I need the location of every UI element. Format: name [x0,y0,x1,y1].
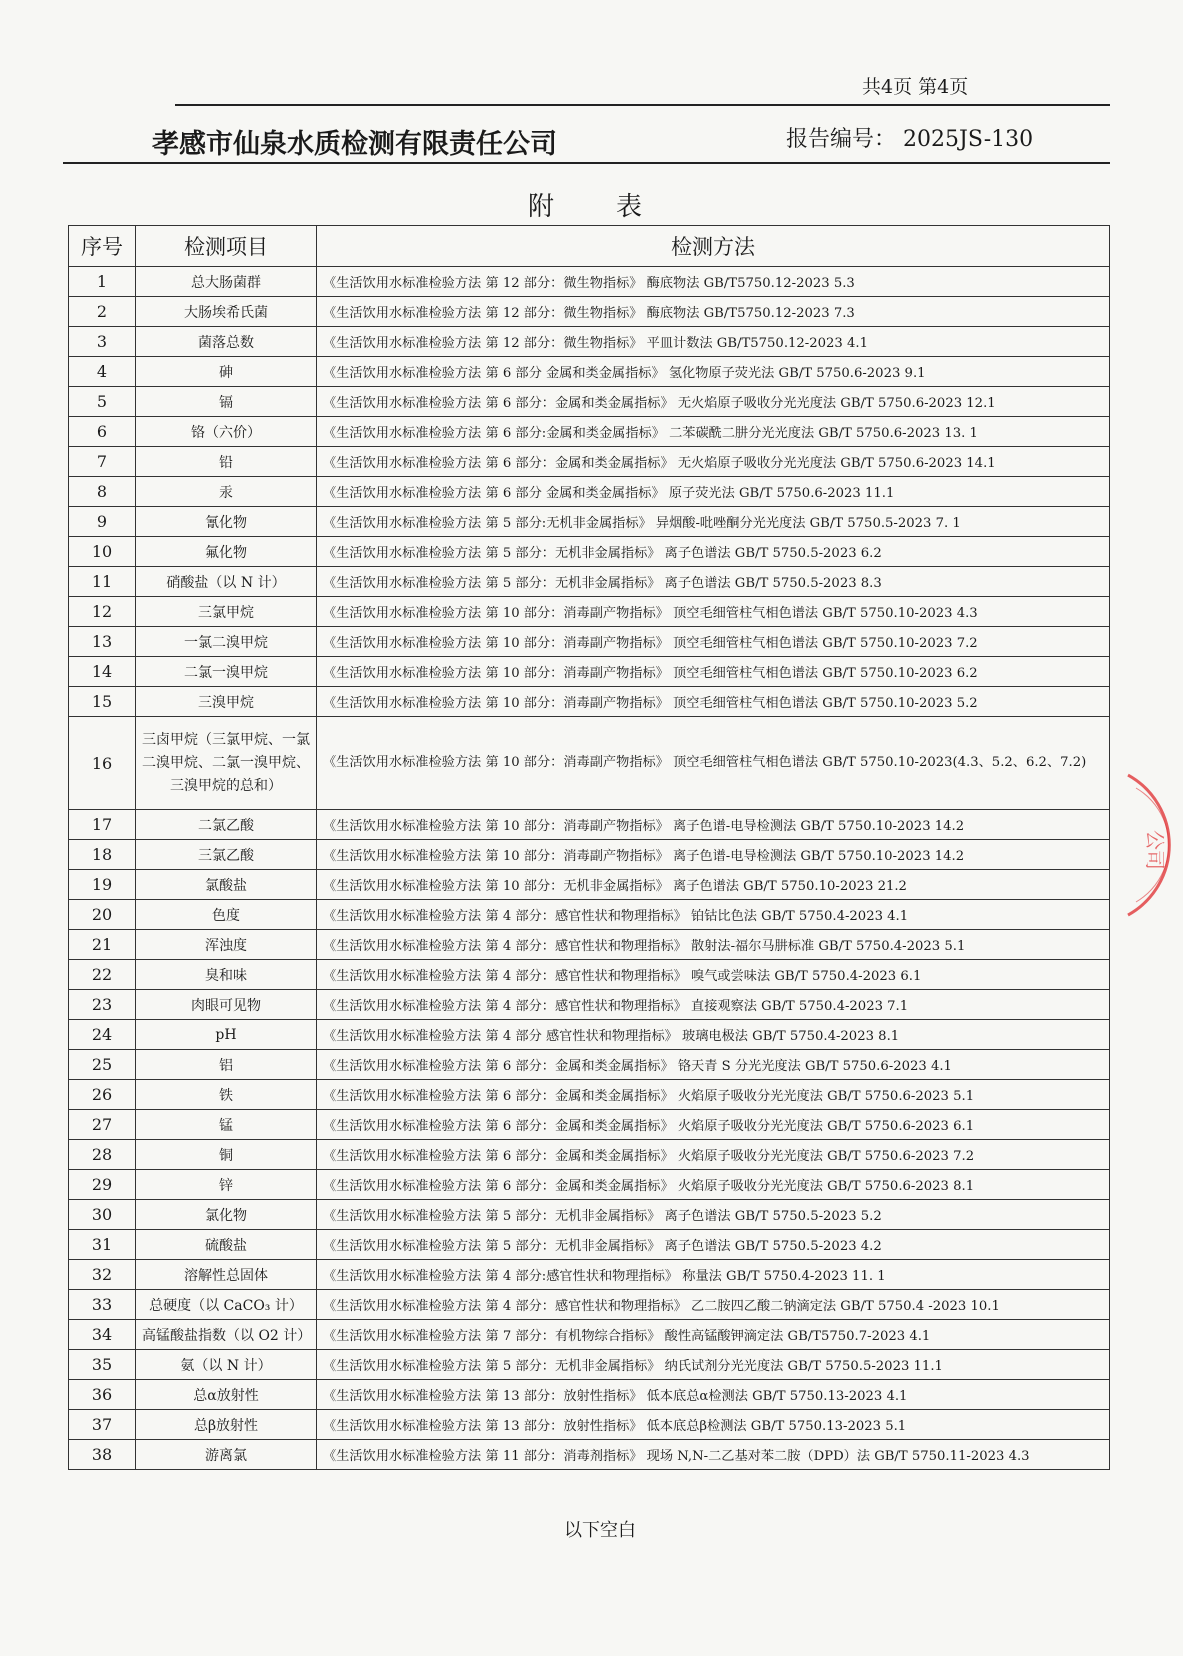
test-item: 镉 [136,387,317,417]
row-number: 32 [69,1260,136,1290]
table-row [69,717,1110,810]
seal-stamp [1098,770,1183,920]
test-item: 三氯甲烷 [136,597,317,627]
test-method: 《生活饮用水标准检验方法 第 6 部分：金属和类金属指标》 火焰原子吸收分光光度法 GB/T 5750.6-2023 5.1 [317,1080,1110,1110]
table-header [69,226,1110,267]
row-number: 28 [69,1140,136,1170]
table-row [69,297,1110,327]
table-row [69,477,1110,507]
test-item: 肉眼可见物 [136,990,317,1020]
test-method: 《生活饮用水标准检验方法 第 6 部分 金属和类金属指标》 氢化物原子荧光法 GB/T 5750.6-2023 9.1 [317,357,1110,387]
row-number: 38 [69,1440,136,1470]
test-item: 三氯乙酸 [136,840,317,870]
test-item: pH [136,1020,317,1050]
table-row [69,657,1110,687]
test-item: 二氯乙酸 [136,810,317,840]
test-item: 游离氯 [136,1440,317,1470]
test-item: 总大肠菌群 [136,267,317,297]
test-method: 《生活饮用水标准检验方法 第 10 部分：消毒副产物指标》 顶空毛细管柱气相色谱法 GB/T 5750.10-2023 4.3 [317,597,1110,627]
row-number: 24 [69,1020,136,1050]
test-method: 《生活饮用水标准检验方法 第 5 部分：无机非金属指标》 离子色谱法 GB/T 5750.5-2023 6.2 [317,537,1110,567]
table-row [69,507,1110,537]
test-method: 《生活饮用水标准检验方法 第 10 部分：消毒副产物指标》 顶空毛细管柱气相色谱法 GB/T 5750.10-2023 6.2 [317,657,1110,687]
table-row [69,1320,1110,1350]
test-method: 《生活饮用水标准检验方法 第 10 部分：消毒副产物指标》 顶空毛细管柱气相色谱法 GB/T 5750.10-2023(4.3、5.2、6.2、7.2) [317,717,1110,810]
test-item: 硝酸盐（以 N 计） [136,567,317,597]
test-method: 《生活饮用水标准检验方法 第 5 部分：无机非金属指标》 离子色谱法 GB/T 5750.5-2023 5.2 [317,1200,1110,1230]
test-item: 一氯二溴甲烷 [136,627,317,657]
table-row [69,1350,1110,1380]
table-row [69,687,1110,717]
row-number: 22 [69,960,136,990]
test-item: 总β放射性 [136,1410,317,1440]
test-method: 《生活饮用水标准检验方法 第 6 部分：金属和类金属指标》 铬天青 S 分光光度法 GB/T 5750.6-2023 4.1 [317,1050,1110,1080]
report-number [786,122,1033,153]
divider [175,104,1110,106]
row-number: 18 [69,840,136,870]
test-method: 《生活饮用水标准检验方法 第 6 部分：金属和类金属指标》 火焰原子吸收分光光度法 GB/T 5750.6-2023 6.1 [317,1110,1110,1140]
row-number: 14 [69,657,136,687]
test-method: 《生活饮用水标准检验方法 第 5 部分：无机非金属指标》 离子色谱法 GB/T 5750.5-2023 8.3 [317,567,1110,597]
table-row [69,417,1110,447]
report-number-label: 报告编号： [786,127,897,152]
row-number: 1 [69,267,136,297]
test-method: 《生活饮用水标准检验方法 第 6 部分：金属和类金属指标》 火焰原子吸收分光光度法 GB/T 5750.6-2023 7.2 [317,1140,1110,1170]
table-row [69,900,1110,930]
table-row [69,1380,1110,1410]
test-item: 二氯一溴甲烷 [136,657,317,687]
table-row [69,1020,1110,1050]
table-row [69,1200,1110,1230]
table-row [69,567,1110,597]
test-method: 《生活饮用水标准检验方法 第 4 部分：感官性状和物理指标》 铂钴比色法 GB/T 5750.4-2023 4.1 [317,900,1110,930]
column-header: 检测方法 [317,226,1110,267]
test-method: 《生活饮用水标准检验方法 第 4 部分：感官性状和物理指标》 直接观察法 GB/T 5750.4-2023 7.1 [317,990,1110,1020]
test-method: 《生活饮用水标准检验方法 第 10 部分：消毒副产物指标》 离子色谱-电导检测法 GB/T 5750.10-2023 14.2 [317,810,1110,840]
row-number: 31 [69,1230,136,1260]
row-number: 13 [69,627,136,657]
test-item: 氯酸盐 [136,870,317,900]
svg-text:公司: 公司 [1143,830,1167,870]
column-header: 检测项目 [136,226,317,267]
test-method: 《生活饮用水标准检验方法 第 4 部分:感官性状和物理指标》 称量法 GB/T 5750.4-2023 11. 1 [317,1260,1110,1290]
row-number: 2 [69,297,136,327]
row-number: 25 [69,1050,136,1080]
test-method: 《生活饮用水标准检验方法 第 6 部分：金属和类金属指标》 无火焰原子吸收分光光度法 GB/T 5750.6-2023 12.1 [317,387,1110,417]
row-number: 35 [69,1350,136,1380]
test-method: 《生活饮用水标准检验方法 第 10 部分：消毒副产物指标》 顶空毛细管柱气相色谱法 GB/T 5750.10-2023 7.2 [317,627,1110,657]
row-number: 6 [69,417,136,447]
test-item: 高锰酸盐指数（以 O2 计） [136,1320,317,1350]
table-row [69,357,1110,387]
row-number: 30 [69,1200,136,1230]
test-item: 溶解性总固体 [136,1260,317,1290]
row-number: 16 [69,717,136,810]
test-method: 《生活饮用水标准检验方法 第 11 部分：消毒剂指标》 现场 N,N-二乙基对苯二胺（DPD）法 GB/T 5750.11-2023 4.3 [317,1440,1110,1470]
test-item: 三卤甲烷（三氯甲烷、一氯二溴甲烷、二氯一溴甲烷、三溴甲烷的总和） [136,717,317,810]
test-method: 《生活饮用水标准检验方法 第 4 部分：感官性状和物理指标》 散射法-福尔马肼标准 GB/T 5750.4-2023 5.1 [317,930,1110,960]
table-row [69,597,1110,627]
table-row [69,1110,1110,1140]
table-row [69,267,1110,297]
report-number-value: 2025JS-130 [903,127,1034,152]
test-method: 《生活饮用水标准检验方法 第 10 部分：消毒副产物指标》 顶空毛细管柱气相色谱法 GB/T 5750.10-2023 5.2 [317,687,1110,717]
test-item: 菌落总数 [136,327,317,357]
divider [63,162,1110,164]
table-row [69,1230,1110,1260]
row-number: 21 [69,930,136,960]
test-item: 铬（六价） [136,417,317,447]
table-row [69,1440,1110,1470]
row-number: 10 [69,537,136,567]
test-item: 铅 [136,447,317,477]
company-name: 孝感市仙泉水质检测有限责任公司 [152,129,557,160]
test-item: 锌 [136,1170,317,1200]
table-row [69,327,1110,357]
test-method: 《生活饮用水标准检验方法 第 6 部分:金属和类金属指标》 二苯碳酰二肼分光光度法 GB/T 5750.6-2023 13. 1 [317,417,1110,447]
test-item: 总硬度（以 CaCO₃ 计） [136,1290,317,1320]
row-number: 19 [69,870,136,900]
test-item: 色度 [136,900,317,930]
test-method: 《生活饮用水标准检验方法 第 13 部分：放射性指标》 低本底总α检测法 GB/T 5750.13-2023 4.1 [317,1380,1110,1410]
test-method: 《生活饮用水标准检验方法 第 10 部分：消毒副产物指标》 离子色谱-电导检测法 GB/T 5750.10-2023 14.2 [317,840,1110,870]
table-row [69,960,1110,990]
row-number: 9 [69,507,136,537]
row-number: 34 [69,1320,136,1350]
table-row [69,1170,1110,1200]
table-row [69,1140,1110,1170]
method-table [68,225,1110,1470]
table-row [69,1050,1110,1080]
test-method: 《生活饮用水标准检验方法 第 6 部分：金属和类金属指标》 无火焰原子吸收分光光度法 GB/T 5750.6-2023 14.1 [317,447,1110,477]
row-number: 12 [69,597,136,627]
test-method: 《生活饮用水标准检验方法 第 4 部分：感官性状和物理指标》 乙二胺四乙酸二钠滴定法 GB/T 5750.4 -2023 10.1 [317,1290,1110,1320]
row-number: 15 [69,687,136,717]
test-item: 氟化物 [136,537,317,567]
row-number: 33 [69,1290,136,1320]
row-number: 4 [69,357,136,387]
test-item: 汞 [136,477,317,507]
test-item: 三溴甲烷 [136,687,317,717]
test-item: 砷 [136,357,317,387]
table-row [69,930,1110,960]
page-info: 共4页 第4页 [862,76,969,98]
table-row [69,840,1110,870]
test-item: 氯化物 [136,1200,317,1230]
row-number: 11 [69,567,136,597]
test-item: 浑浊度 [136,930,317,960]
test-item: 铝 [136,1050,317,1080]
test-method: 《生活饮用水标准检验方法 第 12 部分：微生物指标》 平皿计数法 GB/T5750.12-2023 4.1 [317,327,1110,357]
row-number: 20 [69,900,136,930]
test-method: 《生活饮用水标准检验方法 第 7 部分：有机物综合指标》 酸性高锰酸钾滴定法 GB/T5750.7-2023 4.1 [317,1320,1110,1350]
table-row [69,870,1110,900]
footer-note: 以下空白 [564,1520,636,1541]
table-row [69,810,1110,840]
row-number: 29 [69,1170,136,1200]
row-number: 3 [69,327,136,357]
row-number: 36 [69,1380,136,1410]
test-item: 硫酸盐 [136,1230,317,1260]
row-number: 7 [69,447,136,477]
column-header: 序号 [69,226,136,267]
test-method: 《生活饮用水标准检验方法 第 13 部分：放射性指标》 低本底总β检测法 GB/T 5750.13-2023 5.1 [317,1410,1110,1440]
page-title: 附表 [528,192,705,222]
test-item: 大肠埃希氏菌 [136,297,317,327]
test-method: 《生活饮用水标准检验方法 第 12 部分：微生物指标》 酶底物法 GB/T5750.12-2023 7.3 [317,297,1110,327]
table-row [69,1260,1110,1290]
table-row [69,387,1110,417]
test-item: 氨（以 N 计） [136,1350,317,1380]
row-number: 26 [69,1080,136,1110]
row-number: 5 [69,387,136,417]
test-item: 铜 [136,1140,317,1170]
table-row [69,1410,1110,1440]
row-number: 23 [69,990,136,1020]
row-number: 27 [69,1110,136,1140]
test-method: 《生活饮用水标准检验方法 第 6 部分：金属和类金属指标》 火焰原子吸收分光光度法 GB/T 5750.6-2023 8.1 [317,1170,1110,1200]
row-number: 37 [69,1410,136,1440]
row-number: 17 [69,810,136,840]
test-item: 氰化物 [136,507,317,537]
test-method: 《生活饮用水标准检验方法 第 5 部分：无机非金属指标》 离子色谱法 GB/T 5750.5-2023 4.2 [317,1230,1110,1260]
test-method: 《生活饮用水标准检验方法 第 10 部分：无机非金属指标》 离子色谱法 GB/T 5750.10-2023 21.2 [317,870,1110,900]
table-row [69,1080,1110,1110]
test-item: 锰 [136,1110,317,1140]
table-row [69,990,1110,1020]
table-row [69,447,1110,477]
test-method: 《生活饮用水标准检验方法 第 4 部分：感官性状和物理指标》 嗅气或尝味法 GB/T 5750.4-2023 6.1 [317,960,1110,990]
test-method: 《生活饮用水标准检验方法 第 6 部分 金属和类金属指标》 原子荧光法 GB/T 5750.6-2023 11.1 [317,477,1110,507]
test-method: 《生活饮用水标准检验方法 第 5 部分:无机非金属指标》 异烟酸-吡唑酮分光光度法 GB/T 5750.5-2023 7. 1 [317,507,1110,537]
test-method: 《生活饮用水标准检验方法 第 4 部分 感官性状和物理指标》 玻璃电极法 GB/T 5750.4-2023 8.1 [317,1020,1110,1050]
test-item: 总α放射性 [136,1380,317,1410]
test-method: 《生活饮用水标准检验方法 第 5 部分：无机非金属指标》 纳氏试剂分光光度法 GB/T 5750.5-2023 11.1 [317,1350,1110,1380]
test-method: 《生活饮用水标准检验方法 第 12 部分：微生物指标》 酶底物法 GB/T5750.12-2023 5.3 [317,267,1110,297]
table-row [69,537,1110,567]
row-number: 8 [69,477,136,507]
table-row [69,627,1110,657]
test-item: 铁 [136,1080,317,1110]
test-item: 臭和味 [136,960,317,990]
table-row [69,1290,1110,1320]
